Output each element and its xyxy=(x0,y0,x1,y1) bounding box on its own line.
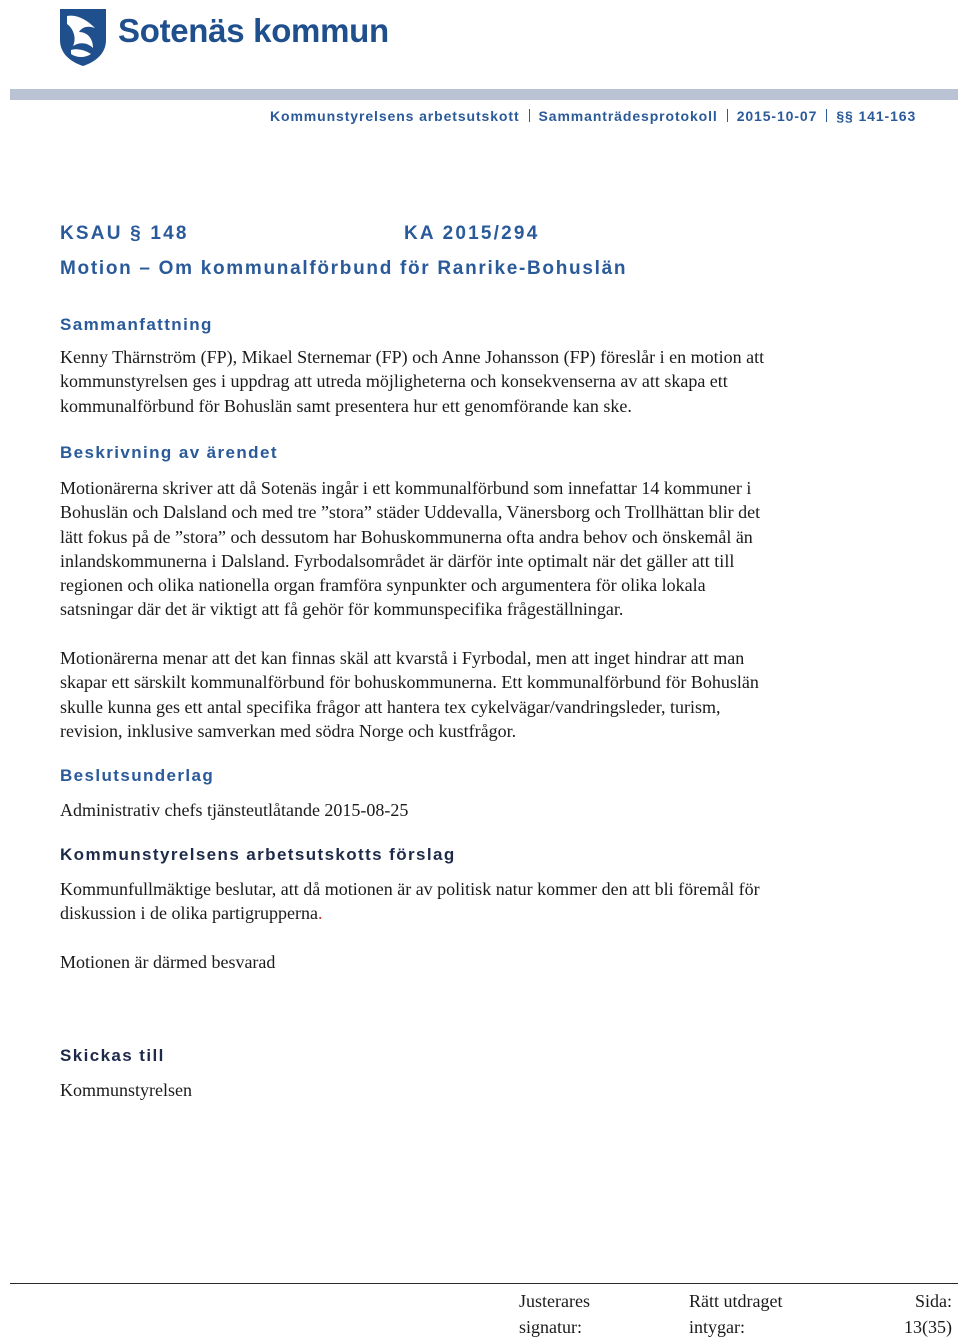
description-line: Bohuslän och Dalsland och med tre ”stora” städer Uddevalla, Vänersborg och Trollhättan blir det xyxy=(60,502,761,523)
description-line: regionen och olika nationella organ framföra synpunkter och argumentera för olika lokala xyxy=(60,575,706,596)
footer-ratt-utdraget xyxy=(689,1288,782,1340)
description-paragraph-1 xyxy=(60,476,890,622)
org-name: Sotenäs kommun xyxy=(118,12,389,49)
header-rule xyxy=(10,89,958,100)
footer-page-number: 13(35) xyxy=(904,1317,952,1337)
breadcrumb-committee: Kommunstyrelsens arbetsutskott xyxy=(270,108,520,124)
footer-justerares-label: Justerares xyxy=(519,1291,590,1311)
basis-heading: Beslutsunderlag xyxy=(60,766,215,785)
description-paragraph-2 xyxy=(60,646,890,743)
breadcrumb-paragraphs: §§ 141-163 xyxy=(836,108,917,124)
footer-justerares xyxy=(519,1288,590,1340)
proposal-line-text: diskussion i de olika partigrupperna xyxy=(60,903,318,924)
summary-line: Kenny Thärnström (FP), Mikael Sternemar (FP) och Anne Johansson (FP) föreslår i en motion att xyxy=(60,347,765,367)
summary-text xyxy=(60,345,890,418)
summary-line: kommunalförbund för Bohuslän samt presentera hur ett genomförande kan ske. xyxy=(60,395,632,416)
footer-justerares-signature-label: signatur: xyxy=(519,1317,582,1337)
send-to-heading: Skickas till xyxy=(60,1046,165,1065)
send-to-recipient: Kommunstyrelsen xyxy=(60,1080,192,1100)
municipality-shield-icon xyxy=(57,6,109,68)
basis-text: Administrativ chefs tjänsteutlåtande 2015-08-25 xyxy=(60,800,409,820)
summary-heading: Sammanfattning xyxy=(60,315,213,334)
case-title: Motion – Om kommunalförbund för Ranrike-Bohuslän xyxy=(60,258,628,279)
breadcrumb-doc-type: Sammanträdesprotokoll xyxy=(538,108,718,124)
proposal-heading: Kommunstyrelsens arbetsutskotts förslag xyxy=(60,845,456,864)
description-line: satsningar där det är viktigt att få gehör för kommunspecifika frågeställningar. xyxy=(60,599,624,620)
breadcrumb-separator xyxy=(529,109,530,122)
description-line: skulle kunna ges ett antal specifika frågor att hantera tex cykelvägar/vandringsleder, turism, xyxy=(60,696,721,717)
description-line: revision, inklusive samverkan med södra Norge och kustfrågor. xyxy=(60,720,517,741)
case-id: KSAU § 148 xyxy=(60,223,189,244)
case-ka-number: KA 2015/294 xyxy=(404,223,540,244)
breadcrumb xyxy=(270,108,960,128)
summary-line: kommunstyrelsen ges i uppdrag att utreda möjligheterna och konsekvenserna av att skapa ett xyxy=(60,371,728,392)
breadcrumb-separator xyxy=(826,109,827,122)
footer-ratt-label: Rätt utdraget xyxy=(689,1291,783,1311)
proposal-line-period: . xyxy=(317,903,323,924)
footer-page xyxy=(880,1288,952,1340)
description-line: lätt fokus på de ”stora” och dessutom har Bohuskommunerna ofta andra behov och önskemål än xyxy=(60,526,753,547)
breadcrumb-separator xyxy=(727,109,728,122)
description-line: Motionärerna menar att det kan finnas skäl att kvarstå i Fyrbodal, men att inget hindrar att man xyxy=(60,648,745,668)
footer-rule xyxy=(10,1283,958,1284)
breadcrumb-date: 2015-10-07 xyxy=(736,108,818,124)
proposal-text xyxy=(60,877,890,926)
footer-page-label: Sida: xyxy=(914,1291,952,1311)
description-heading: Beskrivning av ärendet xyxy=(60,443,278,462)
description-line: Motionärerna skriver att då Sotenäs ingår i ett kommunalförbund som innefattar 14 kommuner i xyxy=(60,478,752,498)
proposal-line xyxy=(60,901,890,925)
proposal-line: Kommunfullmäktige beslutar, att då motionen är av politisk natur kommer den att bli föremål för xyxy=(60,879,760,899)
description-line: skapar ett särskilt kommunalförbund för bohuskommunerna. Ett kommunalförbund för Bohuslän xyxy=(60,672,759,693)
description-line: inlandskommunerna i Dalsland. Fyrbodalsområdet är därför inte optimalt när det gäller att till xyxy=(60,550,735,571)
proposal-conclusion: Motionen är därmed besvarad xyxy=(60,952,276,972)
footer-intygar-label: intygar: xyxy=(689,1317,745,1337)
